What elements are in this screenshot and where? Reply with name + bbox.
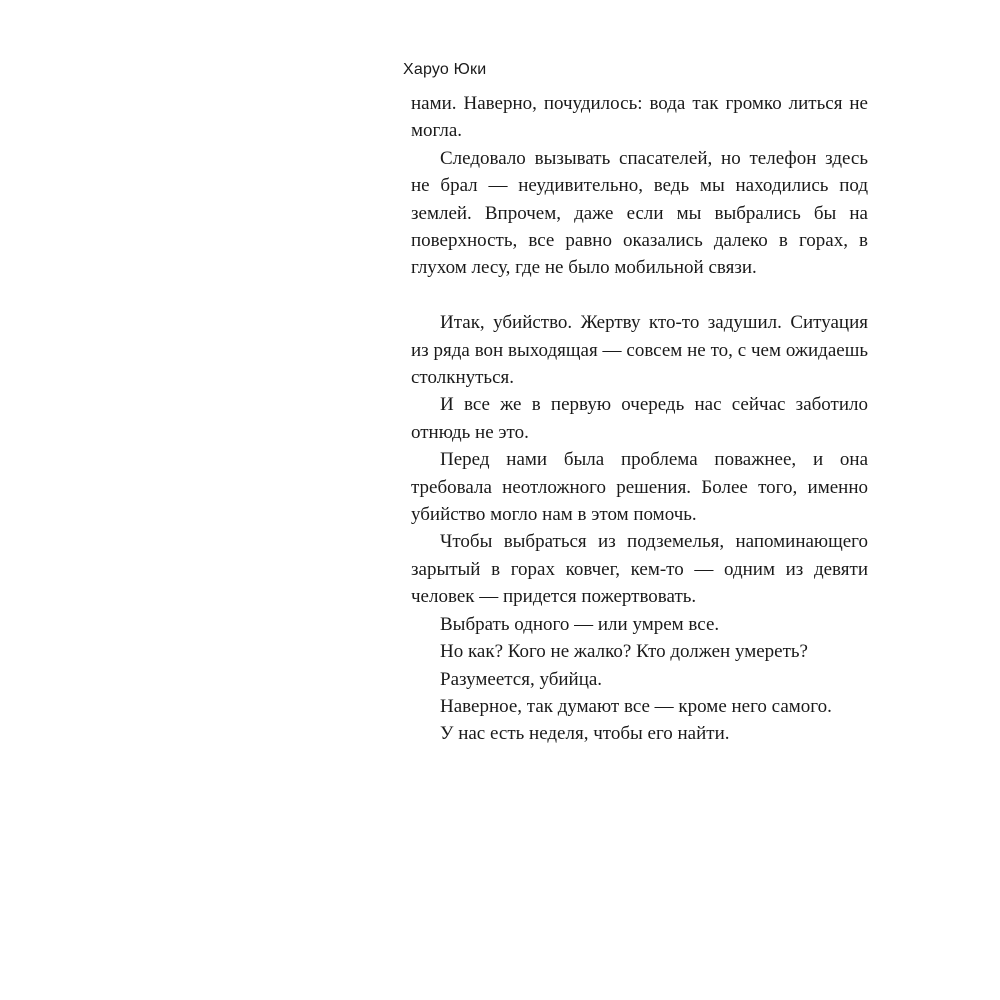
paragraph: Но как? Кого не жалко? Кто должен умереть? — [440, 641, 808, 663]
paragraph: И все же в первую очередь нас сейчас заботило отнюдь не это. — [411, 394, 868, 443]
paragraph: Наверное, так думают все — кроме него самого. — [440, 695, 832, 717]
section-break — [411, 282, 868, 309]
paragraph: У нас есть неделя, чтобы его найти. — [440, 723, 730, 745]
paragraph-continuation: нами. Наверно, почудилось: вода так громко литься не могла. — [411, 93, 868, 142]
paragraph: Чтобы выбраться из подземелья, напоминающего зарытый в горах ковчег, кем-то — одним из девяти человек — придется пожертвовать. — [411, 531, 868, 608]
paragraph: Перед нами была проблема поважнее, и она требовала неотложного решения. Более того, именно убийство могло нам в этом помочь. — [411, 449, 868, 526]
paragraph: Выбрать одного — или умрем все. — [440, 613, 720, 635]
paragraph: Итак, убийство. Жертву кто-то задушил. Ситуация из ряда вон выходящая — совсем не то, с чем ожидаешь столкнуться. — [411, 312, 868, 389]
running-head-author: Харуо Юки — [403, 61, 487, 78]
paragraph: Разумеется, убийца. — [440, 668, 603, 690]
paragraph: Следовало вызывать спасателей, но телефон здесь не брал — неудивительно, ведь мы находились под землей. Впрочем, даже если мы выбрались бы на поверхность, все равно оказались далеко в горах, в глухом лесу, где не было мобильной связи. — [411, 147, 868, 279]
page-body-text — [411, 90, 868, 748]
